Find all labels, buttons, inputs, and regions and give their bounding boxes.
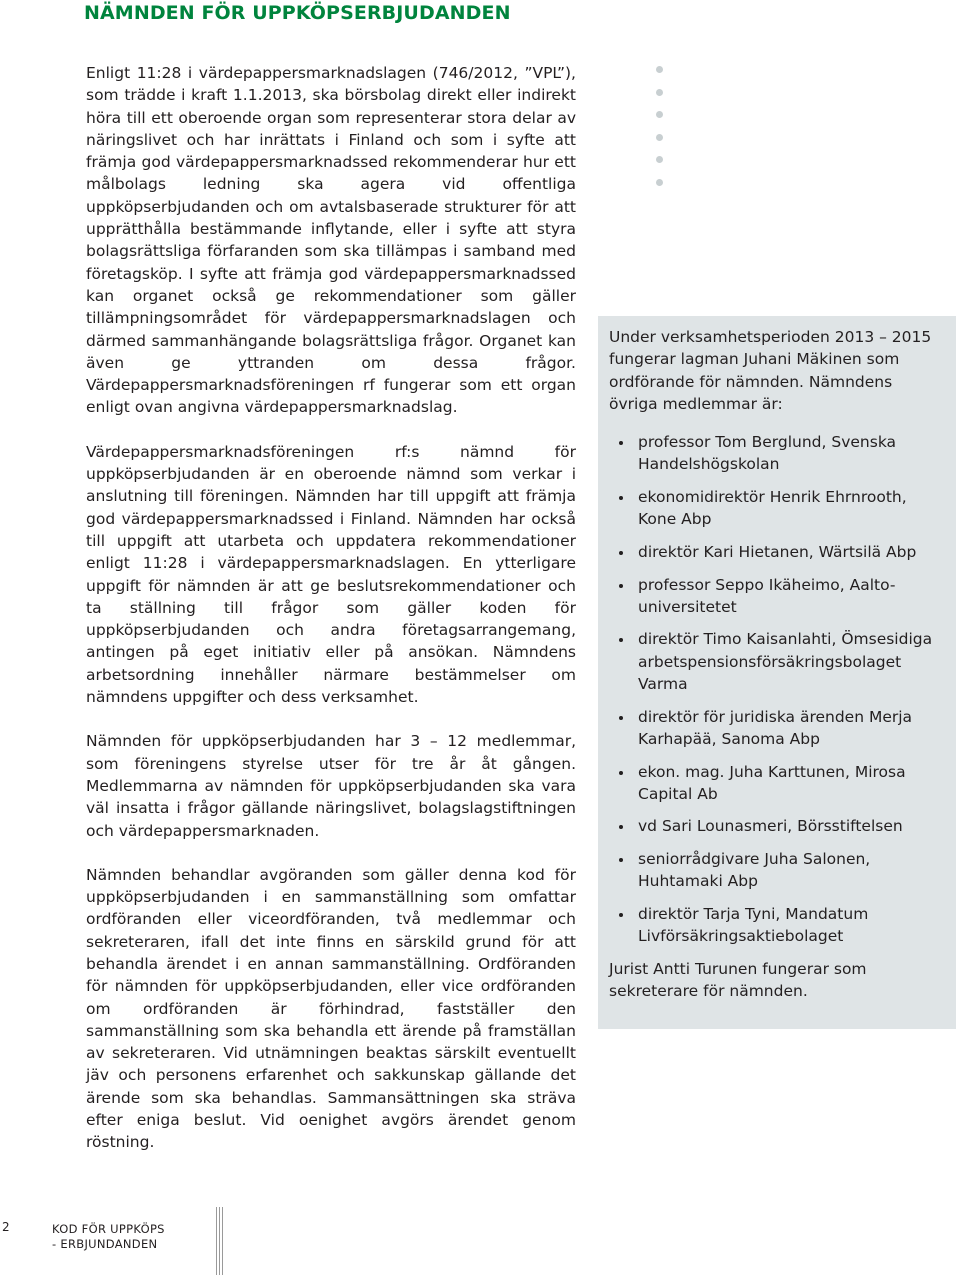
footer-title: [52, 1222, 165, 1252]
dot-icon: [656, 179, 663, 186]
member-item: [609, 574, 944, 619]
member-item: [609, 815, 944, 837]
member-item: [609, 848, 944, 893]
footer-divider: [216, 1207, 217, 1275]
decorative-dots: [656, 66, 666, 202]
member-text: professor Tom Berglund, Svenska Handelshögskolan: [638, 433, 897, 474]
member-item: [609, 486, 944, 531]
member-list: [609, 431, 944, 947]
member-item: [609, 431, 944, 476]
footer-title-line: KOD FÖR UPPKÖPS: [52, 1222, 165, 1236]
member-text: direktör Tarja Tyni, Mandatum Livförsäkringsaktiebolaget: [638, 904, 869, 946]
body-paragraph: Nämnden behandlar avgöranden som gäller denna kod för uppköpserbjudanden i en sammanställning som omfattar ordföranden eller viceordföranden, två medlemmar och sekreteraren, ifall det inte finns en särskild grund för att behandla ärendet i en annan sammanställning. Ordföranden för nämnden för uppköpserbjudanden, eller vice ordföranden om ordföranden är förhindrad, fastställer den sammanställning som ska behandla ett ärende på framställan av sekreteraren. Vid utnämningen beaktas särskilt eventuellt jäv och personens erfarenhet och sakkunskap gällande det ärende som ska behandlas. Sammansättningen ska sträva efter eniga beslut. Vid oenighet avgörs ärendet genom röstning.: [86, 865, 576, 1152]
body-paragraph: Värdepappersmarknadsföreningen rf:s nämnd för uppköpserbjudanden är en oberoende nämnd som verkar i anslutning till föreningen. Nämnden har till uppgift att främja god värdepappersmarknadssed i Finland. Nämnden har också till uppgift att utarbeta och uppdatera rekommendationer enligt 11:28 i värdepappersmarknadslagen. En ytterligare uppgift för nämnden är att ge beslutsrekommendationer och ta ställning till frågor som gäller koden för uppköpserbjudanden och andra företagsarrangemang, antingen på eget initiativ eller på ansökan. Nämndens arbetsordning innehåller närmare bestämmelser om nämndens uppgifter och dess verksamhet.: [86, 442, 576, 707]
member-text: vd Sari Lounasmeri, Börsstiftelsen: [638, 817, 903, 836]
member-text: direktör Timo Kaisanlahti, Ömsesidiga arbetspensionsförsäkringsbolaget Varma: [638, 630, 933, 694]
dot-icon: [656, 134, 663, 141]
member-text: ekon. mag. Juha Karttunen, Mirosa Capital Ab: [638, 762, 906, 803]
members-sidebar: [598, 316, 956, 1029]
bullet-icon: [619, 716, 623, 720]
footer-title-line: - ERBJUNDANDEN: [52, 1237, 158, 1251]
dot-icon: [656, 66, 663, 73]
bullet-icon: [619, 638, 623, 642]
sidebar-intro: Under verksamhetsperioden 2013 – 2015 fungerar lagman Juhani Mäkinen som ordförande för nämnden. Nämndens övriga medlemmar är:: [609, 328, 932, 413]
bullet-icon: [619, 771, 623, 775]
member-text: direktör för juridiska ärenden Merja Karhapää, Sanoma Abp: [638, 707, 913, 748]
main-text-column: [86, 62, 576, 1176]
member-item: [609, 628, 944, 695]
bullet-icon: [619, 496, 623, 500]
bullet-icon: [619, 825, 623, 829]
dot-icon: [656, 111, 663, 118]
bullet-icon: [619, 584, 623, 588]
bullet-icon: [619, 441, 623, 445]
member-text: professor Seppo Ikäheimo, Aalto-universitetet: [638, 575, 896, 616]
member-text: direktör Kari Hietanen, Wärtsilä Abp: [638, 542, 917, 561]
bullet-icon: [619, 913, 623, 917]
bullet-icon: [619, 858, 623, 862]
body-paragraph: Nämnden för uppköpserbjudanden har 3 – 12 medlemmar, som föreningens styrelse utser för tre år åt gången. Medlemmarna av nämnden för uppköpserbjudanden ska vara väl insatta i frågor gällande näringslivet, bolagslagstiftningen och värdepappersmarknaden.: [86, 732, 576, 840]
sidebar-outro: Jurist Antti Turunen fungerar som sekreterare för nämnden.: [609, 959, 867, 1001]
dot-icon: [656, 156, 663, 163]
member-text: ekonomidirektör Henrik Ehrnrooth, Kone Abp: [638, 488, 907, 529]
member-item: [609, 903, 944, 948]
footer-divider: [222, 1207, 223, 1275]
bullet-icon: [619, 551, 623, 555]
member-item: [609, 761, 944, 806]
body-paragraph: Enligt 11:28 i värdepappersmarknadslagen (746/2012, ”VPL”), som trädde i kraft 1.1.2013, ska börsbolag direkt eller indirekt höra till ett oberoende organ som representerar stora delar av näringslivet och har inrättats i Finland och som i syfte att främja god värdepappersmarknadssed rekommenderar hur ett målbolags ledning ska agera vid offentliga uppköpserbjudanden och om avtalsbaserade strukturer för att upprätthålla bestämmande inflytande, eller i syfte att styra bolagsrättsliga förfaranden som ska tillämpas i samband med företagsköp. I syfte att främja god värdepappersmarknadssed kan organet också ge rekommendationer som gäller tillämpningsområdet för värdepappersmarknadslagen och därmed sammanhängande bolagsrättsliga frågor. Organet kan även ge yttranden om dessa frågor. Värdepappersmarknadsföreningen rf fungerar som ett organ enligt ovan angivna värdepappersmarknadslag.: [86, 64, 576, 417]
member-item: [609, 541, 944, 563]
member-item: [609, 706, 944, 751]
page-heading: NÄMNDEN FÖR UPPKÖPSERBJUDANDEN: [84, 2, 511, 24]
member-text: seniorrådgivare Juha Salonen, Huhtamaki Abp: [638, 850, 871, 891]
footer-divider: [219, 1207, 220, 1275]
page-number: 2: [2, 1220, 10, 1234]
dot-icon: [656, 89, 663, 96]
